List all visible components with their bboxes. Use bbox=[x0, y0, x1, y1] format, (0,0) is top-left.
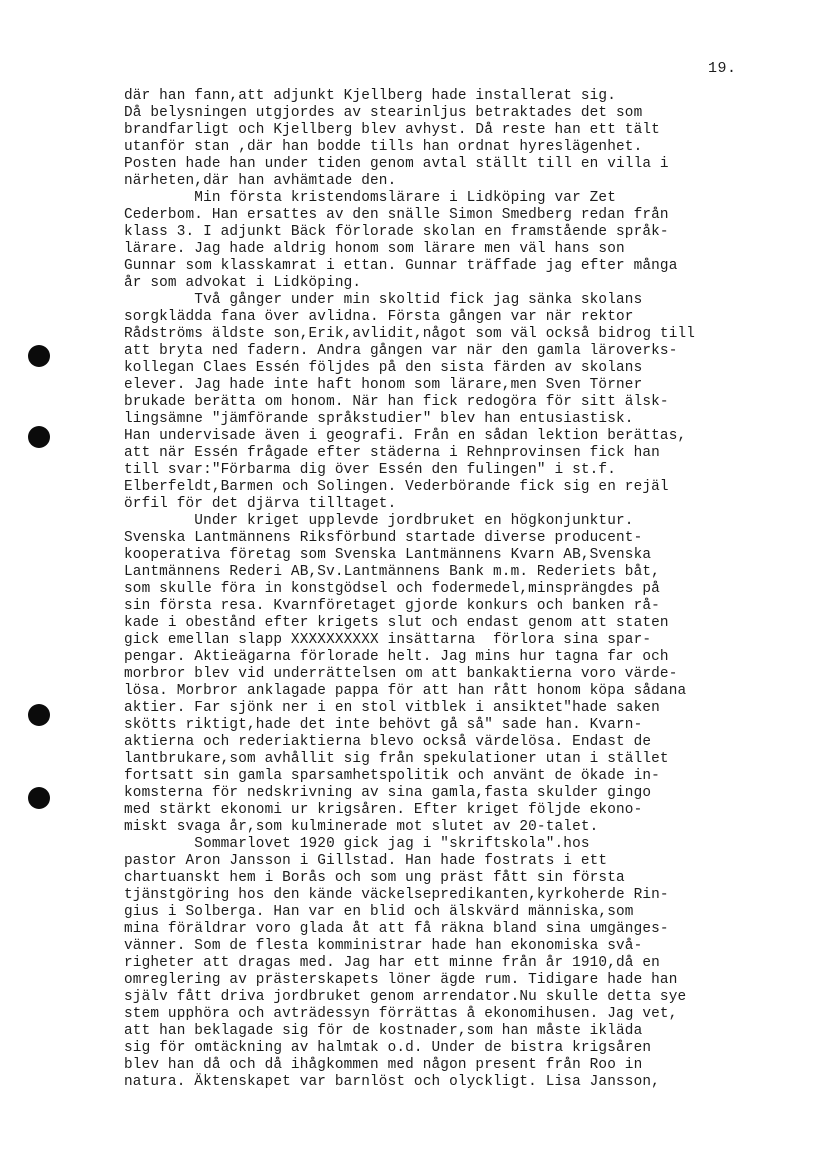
text-line: där han fann,att adjunkt Kjellberg hade installerat sig. bbox=[124, 88, 617, 104]
text-line: Under kriget upplevde jordbruket en högkonjunktur. bbox=[124, 513, 634, 529]
text-line: kade i obestånd efter krigets slut och endast genom att staten bbox=[124, 615, 669, 631]
text-line: Lantmännens Rederi AB,Sv.Lantmännens Bank m.m. Rederiets båt, bbox=[124, 564, 660, 580]
text-line: att bryta ned fadern. Andra gången var när den gamla läroverks- bbox=[124, 343, 678, 359]
text-line: kollegan Claes Essén följdes på den sista färden av skolans bbox=[124, 360, 643, 376]
text-line: närheten,där han avhämtade den. bbox=[124, 173, 397, 189]
text-line: stem upphöra och avträdessyn förrättas å ekonomihusen. Jag vet, bbox=[124, 1006, 678, 1022]
text-line: Gunnar som klasskamrat i ettan. Gunnar träffade jag efter många bbox=[124, 258, 678, 274]
text-line: elever. Jag hade inte haft honom som lärare,men Sven Törner bbox=[124, 377, 643, 393]
text-line: gius i Solberga. Han var en blid och älskvärd människa,som bbox=[124, 904, 634, 920]
body-text bbox=[124, 88, 784, 1091]
text-line: lösa. Morbror anklagade pappa för att han rått honom köpa sådana bbox=[124, 683, 687, 699]
text-line: Sommarlovet 1920 gick jag i "skriftskola".hos bbox=[124, 836, 590, 852]
page-number: 19. bbox=[708, 60, 737, 77]
text-line: själv fått driva jordbruket genom arrendator.Nu skulle detta sye bbox=[124, 989, 687, 1005]
text-line: mina föräldrar voro glada åt att få räkna bland sina umgänges- bbox=[124, 921, 669, 937]
text-line: lingsämne "jämförande språkstudier" blev han entusiastisk. bbox=[124, 411, 634, 427]
text-line: Min första kristendomslärare i Lidköping var Zet bbox=[124, 190, 617, 206]
text-line: fortsatt sin gamla sparsamhetspolitik och använt de ökade in- bbox=[124, 768, 660, 784]
text-line: blev han då och då ihågkommen med någon present från Roo in bbox=[124, 1057, 643, 1073]
text-line: lantbrukare,som avhållit sig från spekulationer utan i stället bbox=[124, 751, 669, 767]
text-line: tjänstgöring hos den kände väckelsepredikanten,kyrkoherde Rin- bbox=[124, 887, 669, 903]
text-line: med stärkt ekonomi ur krigsåren. Efter kriget följde ekono- bbox=[124, 802, 643, 818]
text-line: att när Essén frågade efter städerna i Rehnprovinsen fick han bbox=[124, 445, 660, 461]
text-line: chartuanskt hem i Borås och som ung präst fått sin första bbox=[124, 870, 625, 886]
text-line: Svenska Lantmännens Riksförbund startade diverse producent- bbox=[124, 530, 643, 546]
text-line: örfil för det djärva tilltaget. bbox=[124, 496, 397, 512]
text-line: som skulle föra in konstgödsel och fodermedel,minsprängdes på bbox=[124, 581, 660, 597]
text-line: brandfarligt och Kjellberg blev avhyst. Då reste han ett tält bbox=[124, 122, 660, 138]
text-line: Han undervisade även i geografi. Från en sådan lektion berättas, bbox=[124, 428, 687, 444]
text-line: år som advokat i Lidköping. bbox=[124, 275, 362, 291]
text-line: sig för omtäckning av halmtak o.d. Under de bistra krigsåren bbox=[124, 1040, 652, 1056]
text-line: morbror blev vid underrättelsen om att bankaktierna voro värde- bbox=[124, 666, 678, 682]
text-line: pastor Aron Jansson i Gillstad. Han hade fostrats i ett bbox=[124, 853, 608, 869]
text-line: Då belysningen utgjordes av stearinljus betraktades det som bbox=[124, 105, 643, 121]
text-line: Rådströms äldste son,Erik,avlidit,något som väl också bidrog till bbox=[124, 326, 696, 342]
text-line: aktier. Far sjönk ner i en stol vitblek i ansiktet"hade saken bbox=[124, 700, 660, 716]
text-line: sin första resa. Kvarnföretaget gjorde konkurs och banken rå- bbox=[124, 598, 660, 614]
punch-hole bbox=[28, 345, 50, 367]
text-line: skötts riktigt,hade det inte behövt gå så" sade han. Kvarn- bbox=[124, 717, 643, 733]
text-line: Posten hade han under tiden genom avtal ställt till en villa i bbox=[124, 156, 669, 172]
text-line: Elberfeldt,Barmen och Solingen. Vederbörande fick sig en rejäl bbox=[124, 479, 669, 495]
text-line: miskt svaga år,som kulminerade mot slutet av 20-talet. bbox=[124, 819, 599, 835]
text-line: att han beklagade sig för de kostnader,som han måste ikläda bbox=[124, 1023, 643, 1039]
punch-hole bbox=[28, 704, 50, 726]
text-line: natura. Äktenskapet var barnlöst och olyckligt. Lisa Jansson, bbox=[124, 1074, 660, 1090]
text-line: aktierna och rederiaktierna blevo också värdelösa. Endast de bbox=[124, 734, 652, 750]
text-line: till svar:"Förbarma dig över Essén den fulingen" i st.f. bbox=[124, 462, 617, 478]
text-line: utanför stan ,där han bodde tills han ordnat hyreslägenhet. bbox=[124, 139, 643, 155]
text-line: pengar. Aktieägarna förlorade helt. Jag mins hur tagna far och bbox=[124, 649, 669, 665]
text-line: komsterna för nedskrivning av sina gamla,fasta skulder gingo bbox=[124, 785, 652, 801]
text-line: Cederbom. Han ersattes av den snälle Simon Smedberg redan från bbox=[124, 207, 669, 223]
text-line: klass 3. I adjunkt Bäck förlorade skolan en framstående språk- bbox=[124, 224, 669, 240]
text-line: vänner. Som de flesta komministrar hade han ekonomiska svå- bbox=[124, 938, 643, 954]
text-line: lärare. Jag hade aldrig honom som lärare men väl hans son bbox=[124, 241, 625, 257]
text-line: Två gånger under min skoltid fick jag sänka skolans bbox=[124, 292, 643, 308]
text-line: gick emellan slapp XXXXXXXXXX insättarna förlora sina spar- bbox=[124, 632, 652, 648]
punch-hole bbox=[28, 787, 50, 809]
text-line: kooperativa företag som Svenska Lantmännens Kvarn AB,Svenska bbox=[124, 547, 652, 563]
text-line: brukade berätta om honom. När han fick redogöra för sitt älsk- bbox=[124, 394, 669, 410]
text-line: sorgklädda fana över avlidna. Första gången var när rektor bbox=[124, 309, 634, 325]
text-line: omreglering av prästerskapets löner ägde rum. Tidigare hade han bbox=[124, 972, 678, 988]
text-line: righeter att dragas med. Jag har ett minne från år 1910,då en bbox=[124, 955, 660, 971]
punch-hole bbox=[28, 426, 50, 448]
